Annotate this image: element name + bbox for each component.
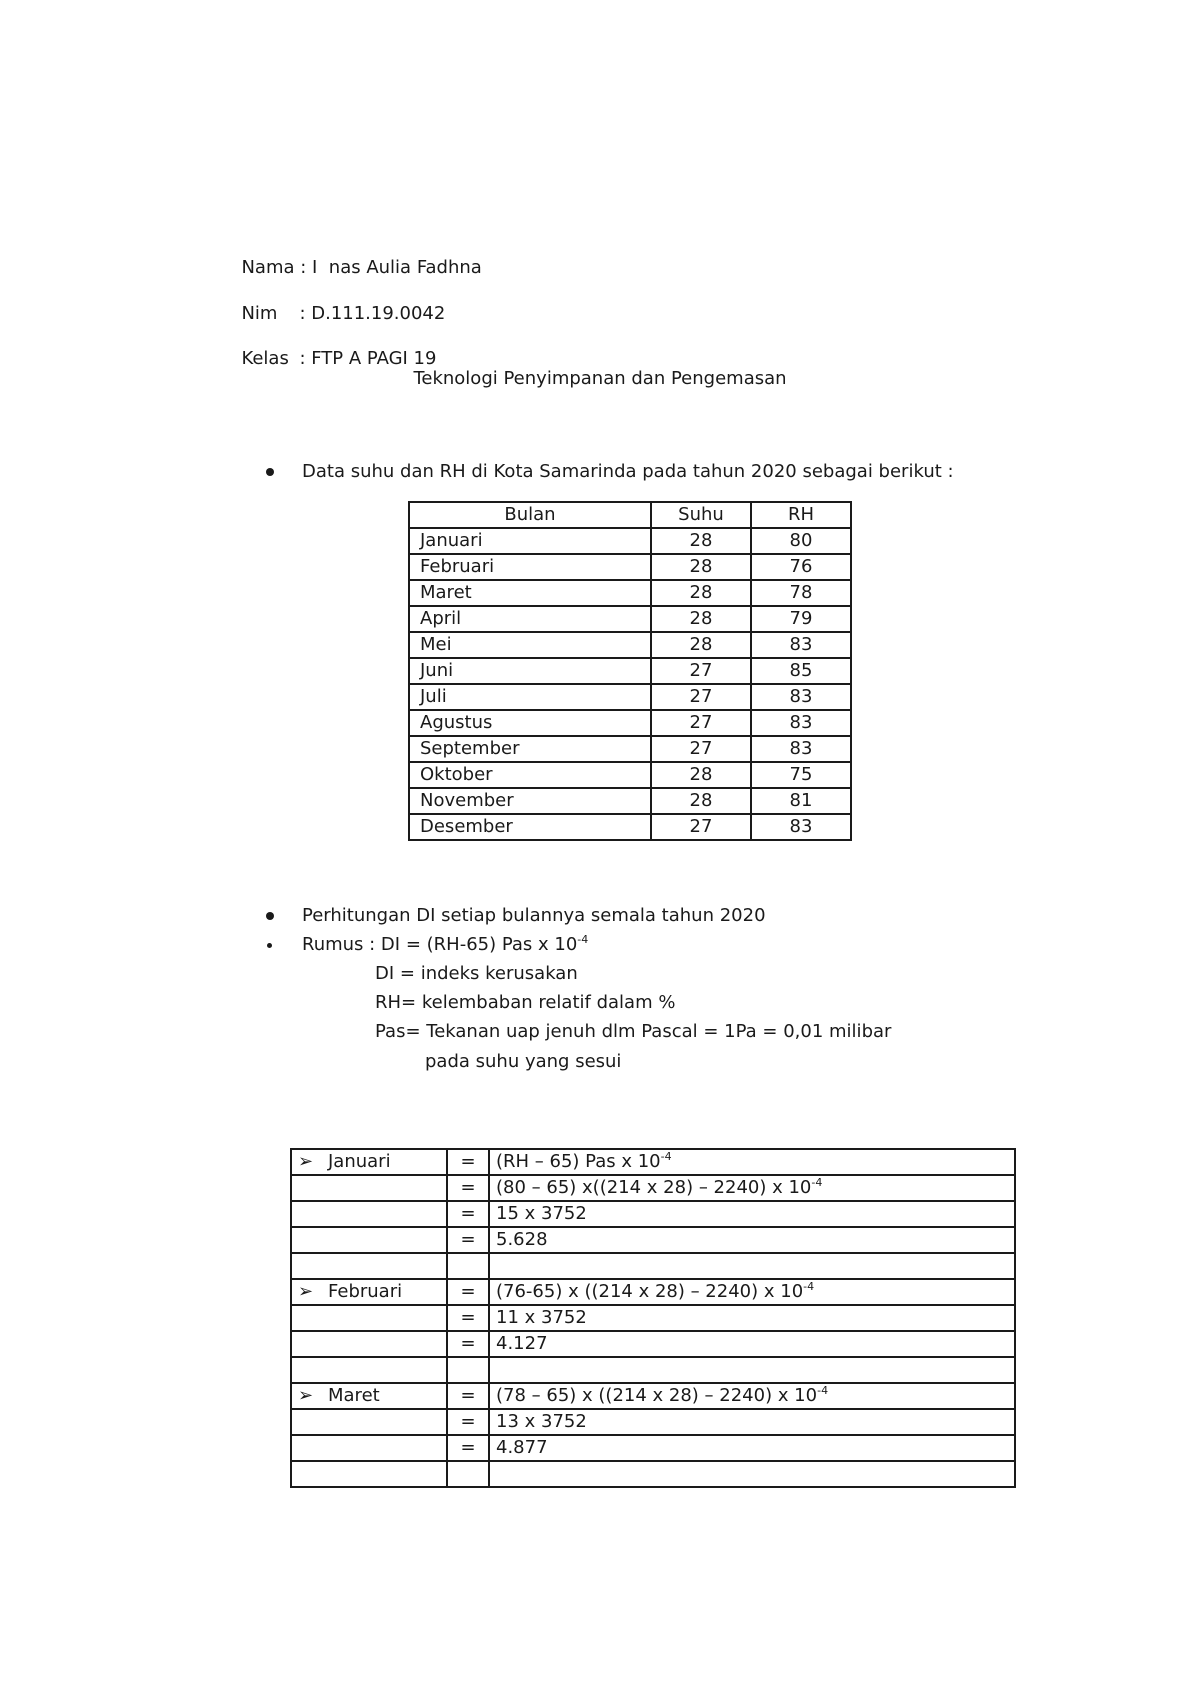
table-row (409, 788, 851, 814)
calculation-table (290, 1148, 1016, 1488)
formula-exponent: -4 (803, 1280, 815, 1293)
table-row (409, 762, 851, 788)
formula-text: (78 – 65) x ((214 x 28) – 2240) x 10 (496, 1385, 818, 1406)
cell-suhu: 28 (651, 528, 751, 554)
table-row (291, 1227, 1015, 1253)
month-cell (291, 1149, 447, 1175)
result-cell: 4.877 (489, 1435, 1015, 1461)
table-row-empty (291, 1253, 1015, 1279)
cell-suhu: 28 (651, 606, 751, 632)
arrow-bullet-icon: ➢ (298, 1151, 314, 1172)
kelas-line (230, 323, 436, 371)
formula-text: (RH – 65) Pas x 10 (496, 1151, 661, 1172)
rumus-label: Rumus : DI = (RH-65) Pas x 10 (302, 934, 578, 955)
equals-cell: = (447, 1435, 489, 1461)
table-row (291, 1175, 1015, 1201)
table-header-row (409, 502, 851, 528)
month-name: Maret (328, 1385, 380, 1406)
cell-rh: 83 (751, 632, 851, 658)
month-cell (291, 1201, 447, 1227)
rumus-text (302, 933, 588, 957)
intro-text: Data suhu dan RH di Kota Samarinda pada tahun 2020 sebagai berikut : (302, 461, 954, 482)
cell-suhu: 27 (651, 684, 751, 710)
equals-cell: = (447, 1331, 489, 1357)
cell-rh: 83 (751, 814, 851, 840)
cell-rh: 80 (751, 528, 851, 554)
cell-rh: 79 (751, 606, 851, 632)
month-cell (291, 1175, 447, 1201)
cell-rh: 76 (751, 554, 851, 580)
nim-line (230, 278, 445, 326)
header-rh: RH (751, 502, 851, 528)
month-cell (291, 1383, 447, 1409)
formula-cell: 11 x 3752 (489, 1305, 1015, 1331)
table-row (291, 1305, 1015, 1331)
document-title: Teknologi Penyimpanan dan Pengemasan (413, 368, 787, 389)
table-row (409, 684, 851, 710)
formula-cell: 15 x 3752 (489, 1201, 1015, 1227)
table-row (291, 1201, 1015, 1227)
cell-rh: 75 (751, 762, 851, 788)
cell-suhu: 28 (651, 762, 751, 788)
cell-bulan: April (409, 606, 651, 632)
equals-cell: = (447, 1279, 489, 1305)
formula-cell: 13 x 3752 (489, 1409, 1015, 1435)
cell-suhu: 27 (651, 736, 751, 762)
table-row (409, 710, 851, 736)
cell-bulan: Juni (409, 658, 651, 684)
perhitungan-text: Perhitungan DI setiap bulannya semala tahun 2020 (302, 905, 766, 926)
kelas-label: Kelas (241, 348, 289, 369)
formula-cell (489, 1383, 1015, 1409)
month-name: Februari (328, 1281, 403, 1302)
rumus-def-pas: Pas= Tekanan uap jenuh dlm Pascal = 1Pa = 0,01 milibar (375, 1021, 892, 1042)
cell-rh: 85 (751, 658, 851, 684)
table-row (409, 736, 851, 762)
cell-suhu: 28 (651, 554, 751, 580)
table-row (291, 1435, 1015, 1461)
bullet-icon (266, 912, 274, 920)
kelas-value: : FTP A PAGI 19 (299, 348, 437, 369)
cell-suhu: 27 (651, 814, 751, 840)
month-cell (291, 1435, 447, 1461)
cell-rh: 81 (751, 788, 851, 814)
formula-text: (76-65) x ((214 x 28) – 2240) x 10 (496, 1281, 804, 1302)
cell-suhu: 28 (651, 632, 751, 658)
nama-line (230, 232, 482, 280)
table-row (291, 1279, 1015, 1305)
suhu-rh-table (408, 501, 852, 841)
table-row (409, 632, 851, 658)
cell-rh: 78 (751, 580, 851, 606)
bullet-icon (266, 468, 274, 476)
cell-bulan: Oktober (409, 762, 651, 788)
nim-label: Nim (241, 303, 278, 324)
cell-bulan: Juli (409, 684, 651, 710)
equals-cell: = (447, 1305, 489, 1331)
formula-exponent: -4 (811, 1176, 823, 1189)
table-row (291, 1149, 1015, 1175)
header-bulan: Bulan (409, 502, 651, 528)
table-row (291, 1409, 1015, 1435)
cell-suhu: 28 (651, 580, 751, 606)
result-cell: 4.127 (489, 1331, 1015, 1357)
table-row (291, 1383, 1015, 1409)
month-cell (291, 1331, 447, 1357)
formula-exponent: -4 (817, 1384, 829, 1397)
equals-cell: = (447, 1227, 489, 1253)
table-row (409, 528, 851, 554)
formula-cell (489, 1279, 1015, 1305)
cell-suhu: 27 (651, 710, 751, 736)
table-row (409, 814, 851, 840)
nama-value: I nas Aulia Fadhna (312, 257, 482, 278)
cell-bulan: Mei (409, 632, 651, 658)
cell-bulan: Februari (409, 554, 651, 580)
header-suhu: Suhu (651, 502, 751, 528)
cell-suhu: 27 (651, 658, 751, 684)
arrow-bullet-icon: ➢ (298, 1385, 314, 1406)
month-cell (291, 1279, 447, 1305)
cell-bulan: Desember (409, 814, 651, 840)
rumus-def-rh: RH= kelembaban relatif dalam % (375, 992, 676, 1013)
cell-rh: 83 (751, 736, 851, 762)
rumus-def-pas-cont: pada suhu yang sesui (425, 1051, 622, 1072)
result-cell: 5.628 (489, 1227, 1015, 1253)
nama-label: Nama : (241, 257, 307, 278)
table-row-empty (291, 1461, 1015, 1487)
cell-rh: 83 (751, 684, 851, 710)
cell-suhu: 28 (651, 788, 751, 814)
rumus-def-di: DI = indeks kerusakan (375, 963, 578, 984)
bullet-icon (267, 943, 272, 948)
equals-cell: = (447, 1383, 489, 1409)
nim-value: : D.111.19.0042 (299, 303, 446, 324)
month-name: Januari (328, 1151, 391, 1172)
cell-bulan: September (409, 736, 651, 762)
equals-cell: = (447, 1149, 489, 1175)
month-cell (291, 1227, 447, 1253)
table-row (291, 1331, 1015, 1357)
formula-exponent: -4 (660, 1150, 672, 1163)
month-cell (291, 1409, 447, 1435)
cell-bulan: Januari (409, 528, 651, 554)
table-row (409, 658, 851, 684)
month-cell (291, 1305, 447, 1331)
equals-cell: = (447, 1409, 489, 1435)
arrow-bullet-icon: ➢ (298, 1281, 314, 1302)
cell-bulan: Maret (409, 580, 651, 606)
cell-rh: 83 (751, 710, 851, 736)
table-row-empty (291, 1357, 1015, 1383)
equals-cell: = (447, 1201, 489, 1227)
formula-cell (489, 1149, 1015, 1175)
table-row (409, 554, 851, 580)
cell-bulan: Agustus (409, 710, 651, 736)
equals-cell: = (447, 1175, 489, 1201)
rumus-exponent: -4 (577, 933, 589, 946)
cell-bulan: November (409, 788, 651, 814)
table-row (409, 580, 851, 606)
formula-cell (489, 1175, 1015, 1201)
formula-text: (80 – 65) x((214 x 28) – 2240) x 10 (496, 1177, 812, 1198)
table-row (409, 606, 851, 632)
